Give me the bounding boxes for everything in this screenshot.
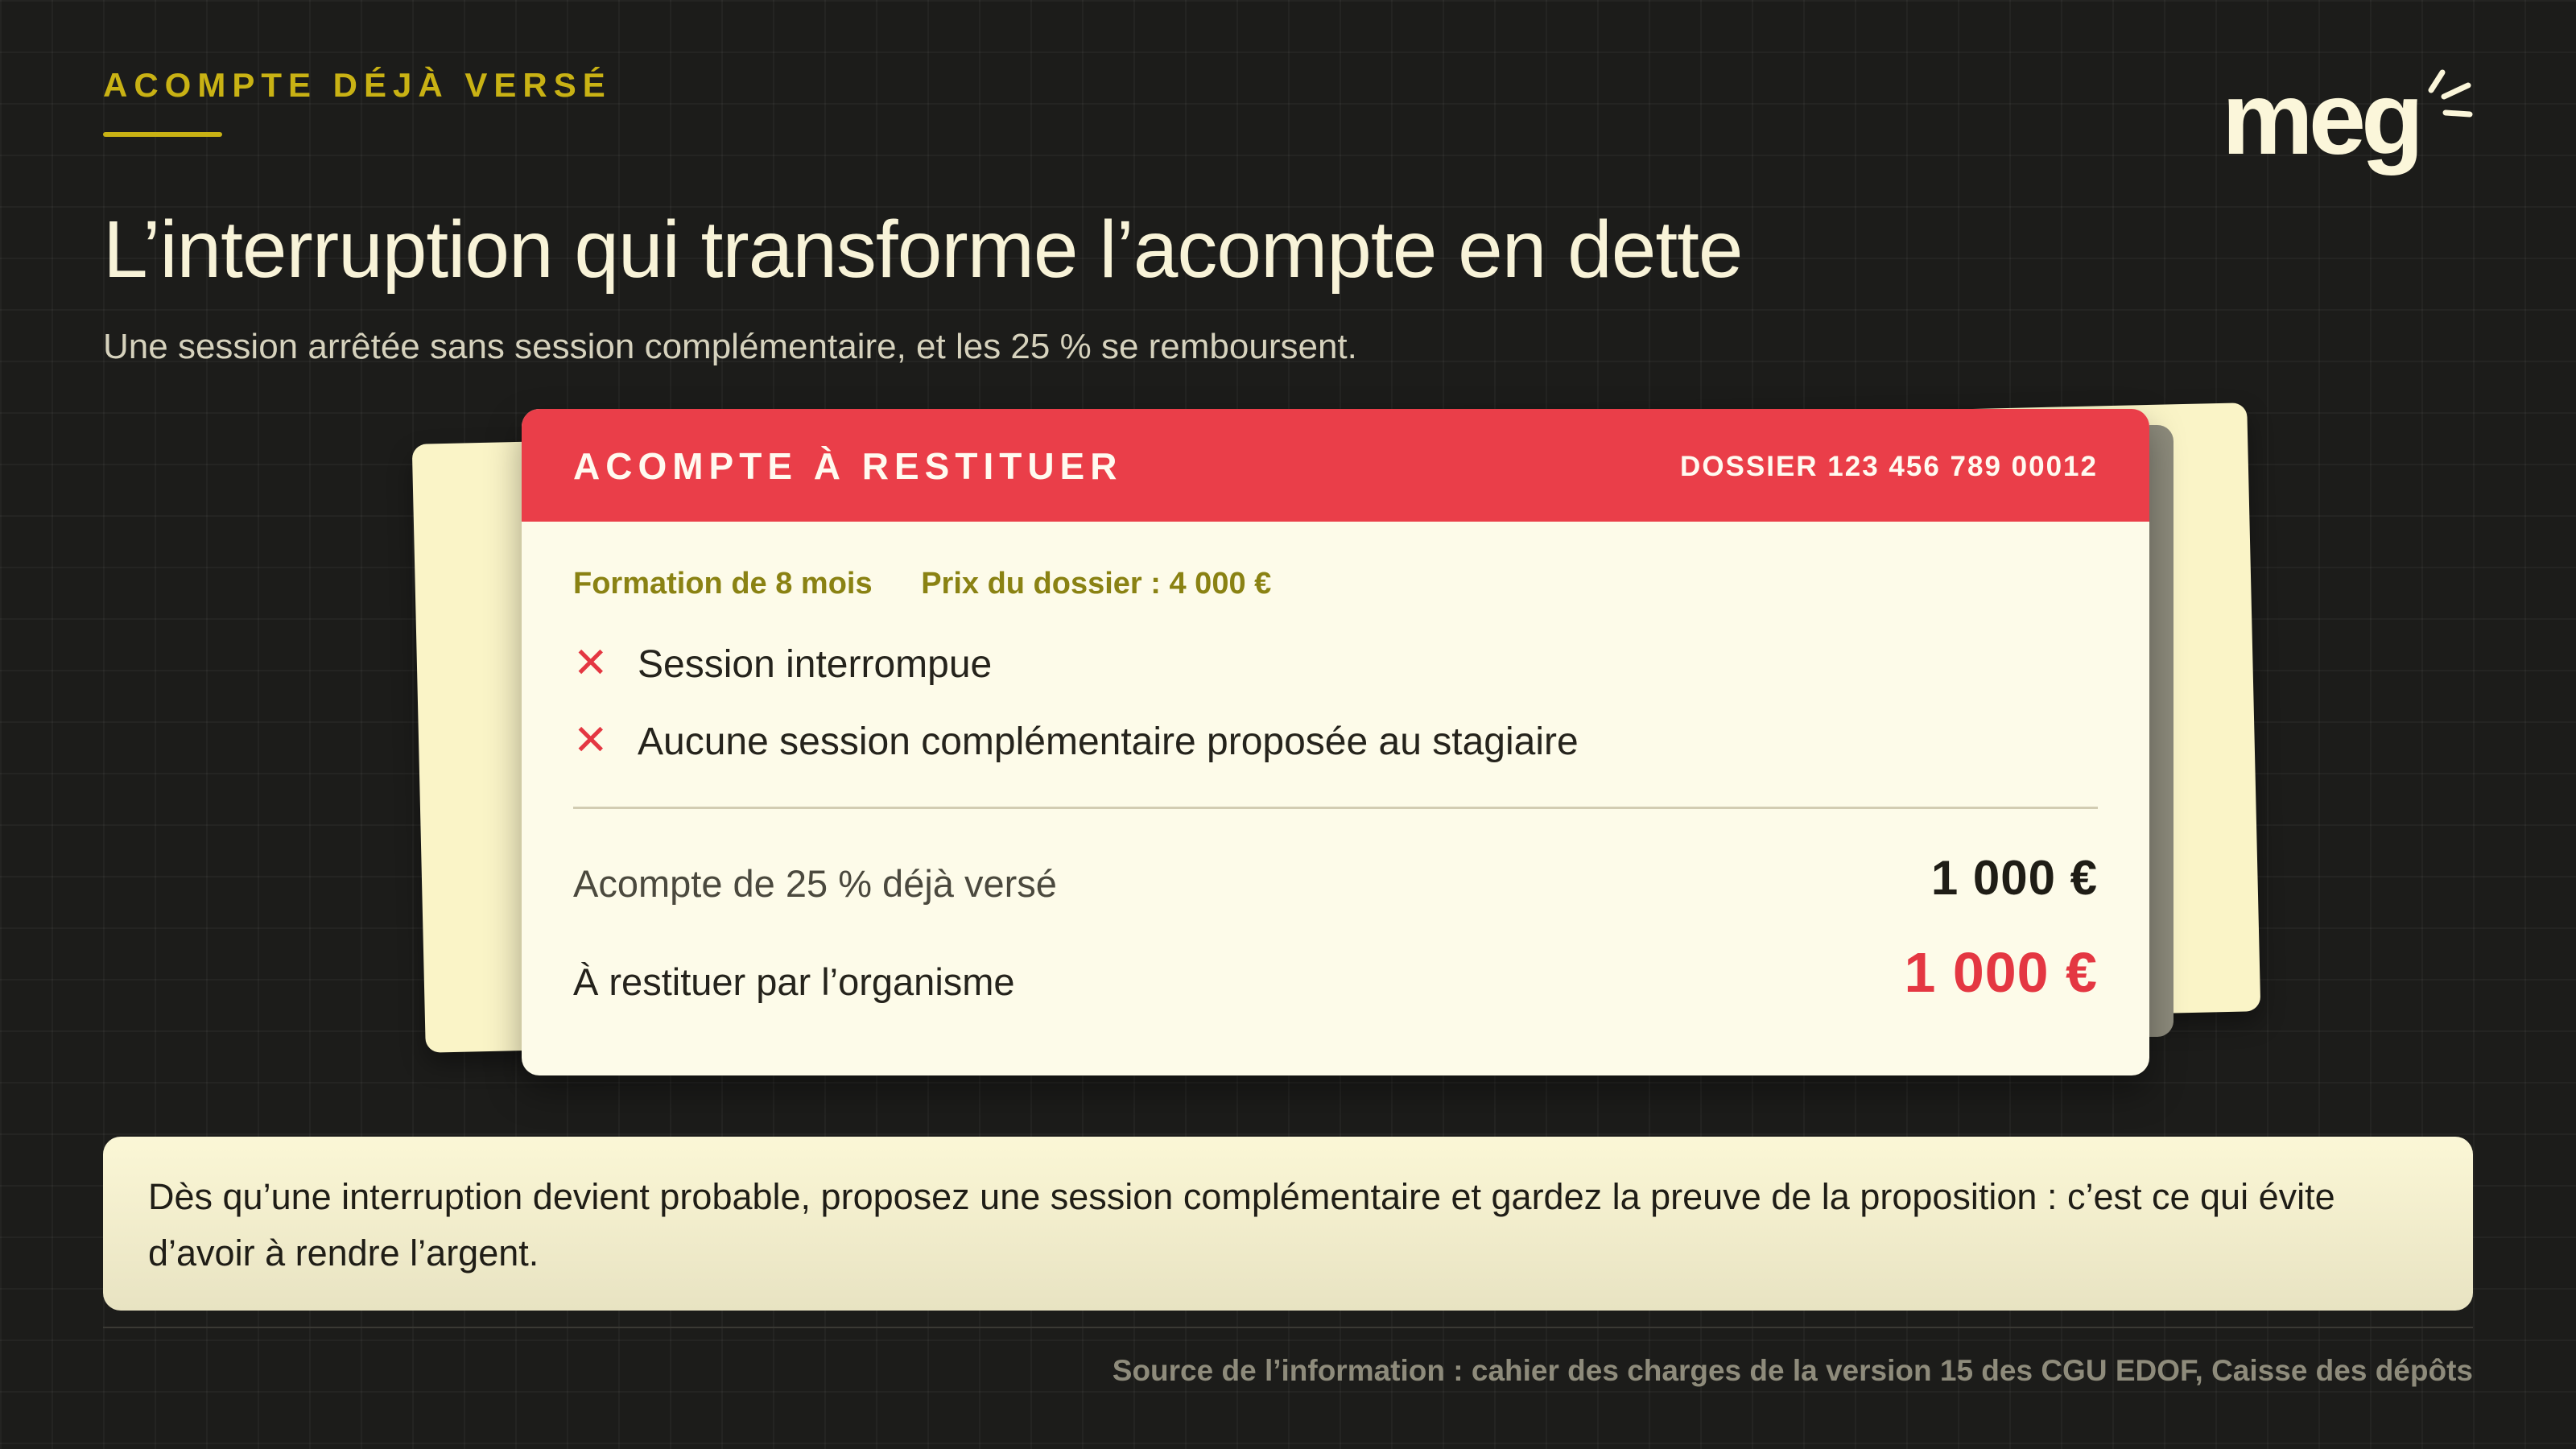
card-divider: [573, 807, 2098, 809]
condition-item: [573, 716, 1579, 765]
refund-label: À restituer par l’organisme: [573, 960, 1015, 1003]
advice-note: Dès qu’une interruption devient probable, proposez une session complémentaire et gardez la preuve de la proposition : c’est ce qui évite d’avoir à rendre l’argent.: [103, 1137, 2473, 1311]
x-mark-icon: ✕: [573, 640, 609, 687]
logo-wordmark: meg: [2222, 61, 2420, 176]
condition-text: Aucune session complémentaire proposée au stagiaire: [638, 720, 1579, 763]
footer-divider: [103, 1327, 2473, 1328]
refund-amount: 1 000 €: [1904, 941, 2098, 1004]
page-subtitle: Une session arrêtée sans session complémentaire, et les 25 % se remboursent.: [103, 327, 1357, 366]
page-title: L’interruption qui transforme l’acompte en dette: [103, 204, 1743, 295]
condition-item: [573, 639, 992, 687]
spark-lines-icon: [2420, 68, 2476, 124]
card-meta: [573, 567, 1271, 601]
formation-duration: Formation de 8 mois: [573, 567, 873, 601]
condition-text: Session interrompue: [638, 643, 993, 686]
deposit-label: Acompte de 25 % déjà versé: [573, 862, 1057, 905]
deposit-amount: 1 000 €: [1930, 851, 2098, 905]
card-header: [522, 409, 2149, 522]
card-title: ACOMPTE À RESTITUER: [573, 445, 1123, 487]
eyebrow-label: ACOMPTE DÉJÀ VERSÉ: [103, 66, 612, 104]
x-mark-icon: ✕: [573, 717, 609, 764]
brand-logo: [2222, 61, 2479, 188]
source-credit: Source de l’information : cahier des charges de la version 15 des CGU EDOF, Caisse des dépôts: [1112, 1354, 2473, 1387]
eyebrow-underline: [103, 132, 222, 137]
dossier-price: Prix du dossier : 4 000 €: [921, 567, 1272, 601]
refund-card: [522, 409, 2149, 1075]
dossier-reference: DOSSIER 123 456 789 00012: [1680, 451, 2098, 482]
